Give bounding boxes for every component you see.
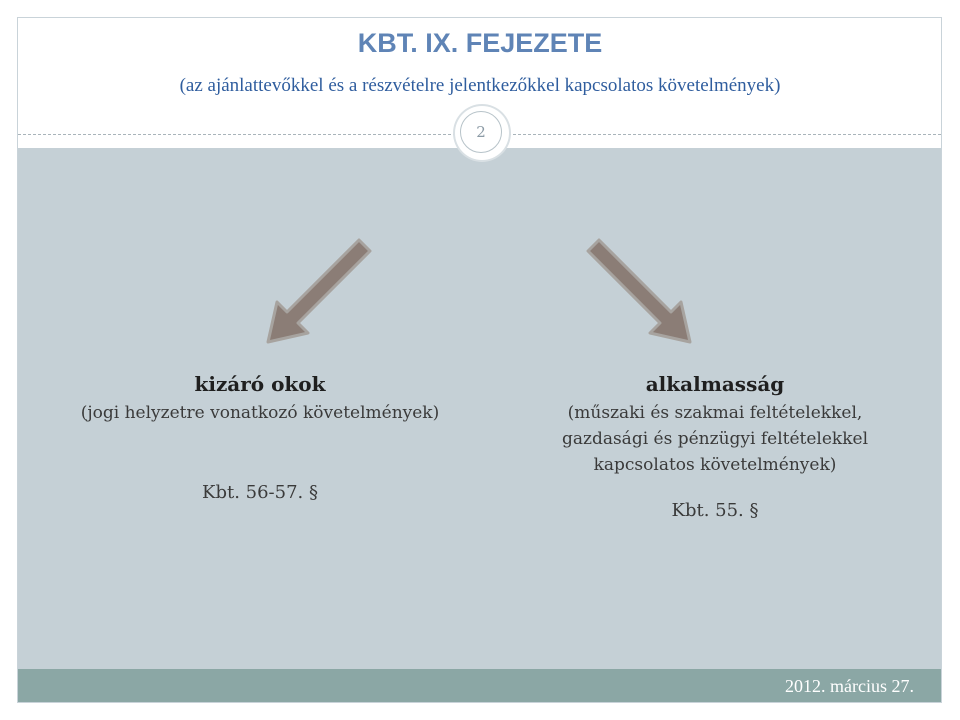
suitability-description-line: kapcsolatos követelmények) <box>593 455 837 475</box>
page-number: 2 <box>460 111 502 153</box>
exclusion-grounds-column <box>40 372 480 503</box>
slide-title: KBT. IX. FEJEZETE <box>357 28 603 58</box>
suitability-reference: Kbt. 55. § <box>671 500 759 521</box>
suitability-description-line: (műszaki és szakmai feltételekkel, <box>567 403 863 423</box>
suitability-column <box>490 372 940 521</box>
suitability-description <box>490 400 940 478</box>
exclusion-grounds-heading: kizáró okok <box>194 372 326 396</box>
page-number-badge <box>455 106 509 160</box>
arrow-down-left-icon <box>258 232 378 352</box>
exclusion-grounds-description: (jogi helyzetre vonatkozó követelmények) <box>80 403 440 423</box>
slide-subtitle: (az ajánlattevőkkel és a részvételre jelentkezőkkel kapcsolatos követelmények) <box>179 75 781 96</box>
arrow-down-right-icon <box>580 232 700 352</box>
exclusion-grounds-reference: Kbt. 56-57. § <box>202 482 318 503</box>
suitability-description-line: gazdasági és pénzügyi feltételekkel <box>561 429 869 449</box>
slide-date: 2012. március 27. <box>785 676 914 696</box>
suitability-heading: alkalmasság <box>645 372 785 396</box>
